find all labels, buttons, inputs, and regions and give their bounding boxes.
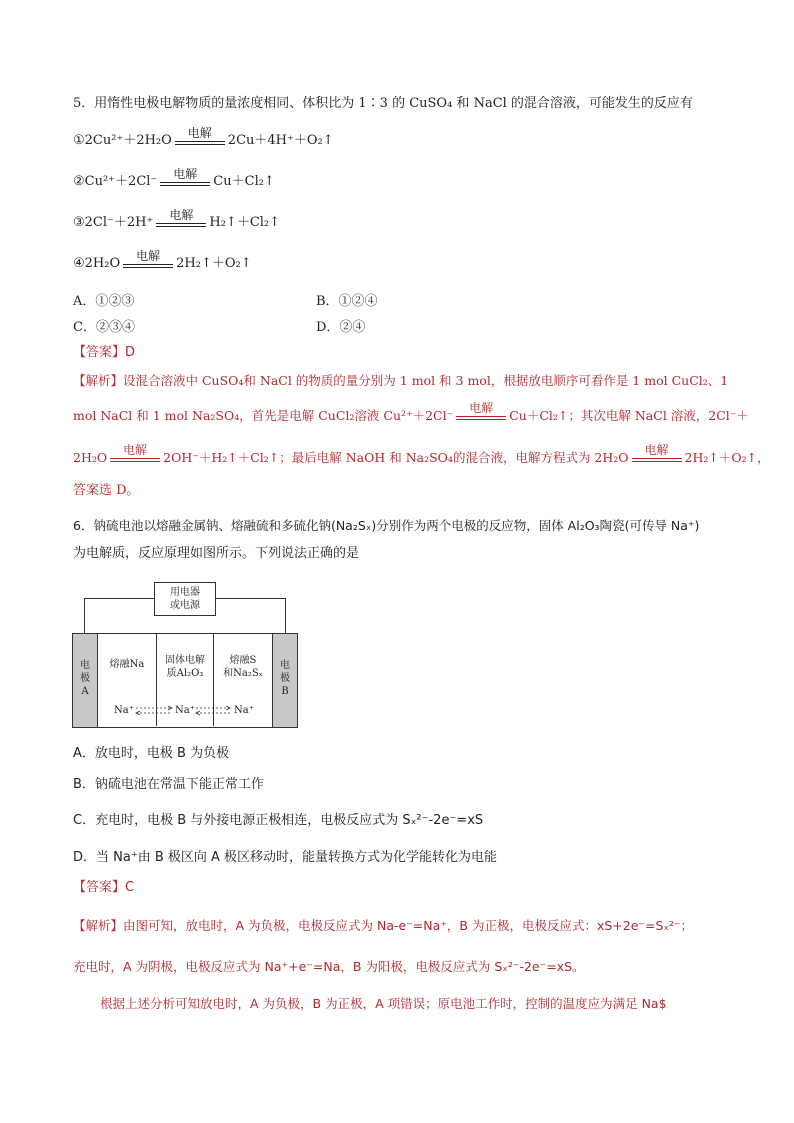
zone-molten-s: 熔融S 和Na₂Sₓ (223, 655, 263, 679)
electrolysis-arrow: 电解 (160, 173, 210, 191)
q6-stem-2: 为电解质，反应原理如图所示。下列说法正确的是 (73, 546, 360, 561)
q6-option-d: D．当 Na⁺由 B 极区向 A 极区移动时，能量转换方式为化学能转化为电能 (73, 850, 498, 865)
q5-stem: 5．用惰性电极电解物质的量浓度相同、体积比为 1∶3 的 CuSO₄ 和 NaCl 的混合溶液，可能发生的反应有 (73, 96, 693, 111)
q5-option-d: D．②④ (316, 320, 366, 335)
q5-reaction-2: ②Cu²⁺＋2Cl⁻ 电解 Cu＋Cl₂↑ (73, 167, 275, 189)
ion-arrows (72, 582, 298, 728)
q6-option-c: C．充电时，电极 B 与外接电源正极相连，电极反应式为 Sₓ²⁻-2e⁻=xS (73, 813, 484, 828)
q6-stem-1: 6．钠硫电池以熔融金属钠、熔融硫和多硫化钠(Na₂Sₓ)分别作为两个电极的反应物，固体 Al₂O₃陶瓷(可传导 Na⁺) (73, 518, 700, 533)
electrolysis-arrow: 电解 (123, 255, 173, 273)
q5-explanation-3: 2H₂O 电解 2OH⁻＋H₂↑＋Cl₂↑；最后电解 NaOH 和 Na₂SO₄的混合液，电解方程式为 2H₂O 电解 2H₂↑＋O₂↑， (73, 443, 770, 465)
q6-explanation-1: 【解析】由图可知，放电时，A 为负极，电极反应式为 Na-e⁻=Na⁺，B 为正极，电极反应式：xS+2e⁻=Sₓ²⁻； (73, 918, 694, 933)
q5-option-a: A．①②③ (73, 294, 135, 309)
battery-diagram: 用电器 或电源 电 极 A 电 极 B 熔融Na 固体电解 质Al₂O₃ 熔融S 和Na₂Sₓ Na⁺ Na⁺ Na⁺ (72, 582, 298, 728)
q5-explanation-4: 答案选 D。 (73, 483, 140, 498)
electrolysis-arrow: 电解 (632, 449, 682, 467)
electrolysis-arrow: 电解 (110, 449, 160, 467)
device-box: 用电器 或电源 (154, 582, 216, 616)
q5-explanation-2: mol NaCl 和 1 mol Na₂SO₄，首先是电解 CuCl₂溶液 Cu²⁺＋2Cl⁻ 电解 Cu＋Cl₂↑；其次电解 NaCl 溶液，2Cl⁻＋ (73, 401, 749, 423)
q6-answer: 【答案】C (73, 880, 135, 895)
q5-reaction-3: ③2Cl⁻＋2H⁺ 电解 H₂↑＋Cl₂↑ (73, 208, 281, 230)
q6-option-a: A．放电时，电极 B 为负极 (73, 746, 230, 761)
q5-option-c: C．②③④ (73, 320, 135, 335)
q5-reaction-1: ①2Cu²⁺＋2H₂O 电解 2Cu＋4H⁺＋O₂↑ (73, 126, 334, 148)
q6-explanation-3: 根据上述分析可知放电时，A 为负极，B 为正极，A 项错误；原电池工作时，控制的温度应为满足 Na$ (100, 996, 667, 1011)
q5-option-b: B．①②④ (316, 294, 378, 309)
electrode-b: 电 极 B (272, 633, 298, 728)
q6-option-b: B．钠硫电池在常温下能正常工作 (73, 777, 264, 792)
q5-reaction-4: ④2H₂O 电解 2H₂↑＋O₂↑ (73, 249, 252, 271)
zone-solid-electrolyte: 固体电解 质Al₂O₃ (165, 655, 205, 679)
electrode-a: 电 极 A (72, 633, 98, 728)
electrolysis-arrow: 电解 (175, 132, 225, 150)
electrolysis-arrow: 电解 (156, 214, 206, 232)
q5-answer: 【答案】D (73, 345, 136, 360)
zone-molten-na: 熔融Na (109, 659, 145, 670)
q5-explanation-1: 【解析】设混合溶液中 CuSO₄和 NaCl 的物质的量分别为 1 mol 和 3 mol，根据放电顺序可看作是 1 mol CuCl₂、1 (73, 373, 729, 388)
electrolysis-arrow: 电解 (456, 407, 506, 425)
q6-explanation-2: 充电时，A 为阴极，电极反应式为 Na⁺+e⁻=Na，B 为阳极，电极反应式为 Sₓ²⁻-2e⁻=xS。 (73, 959, 585, 974)
